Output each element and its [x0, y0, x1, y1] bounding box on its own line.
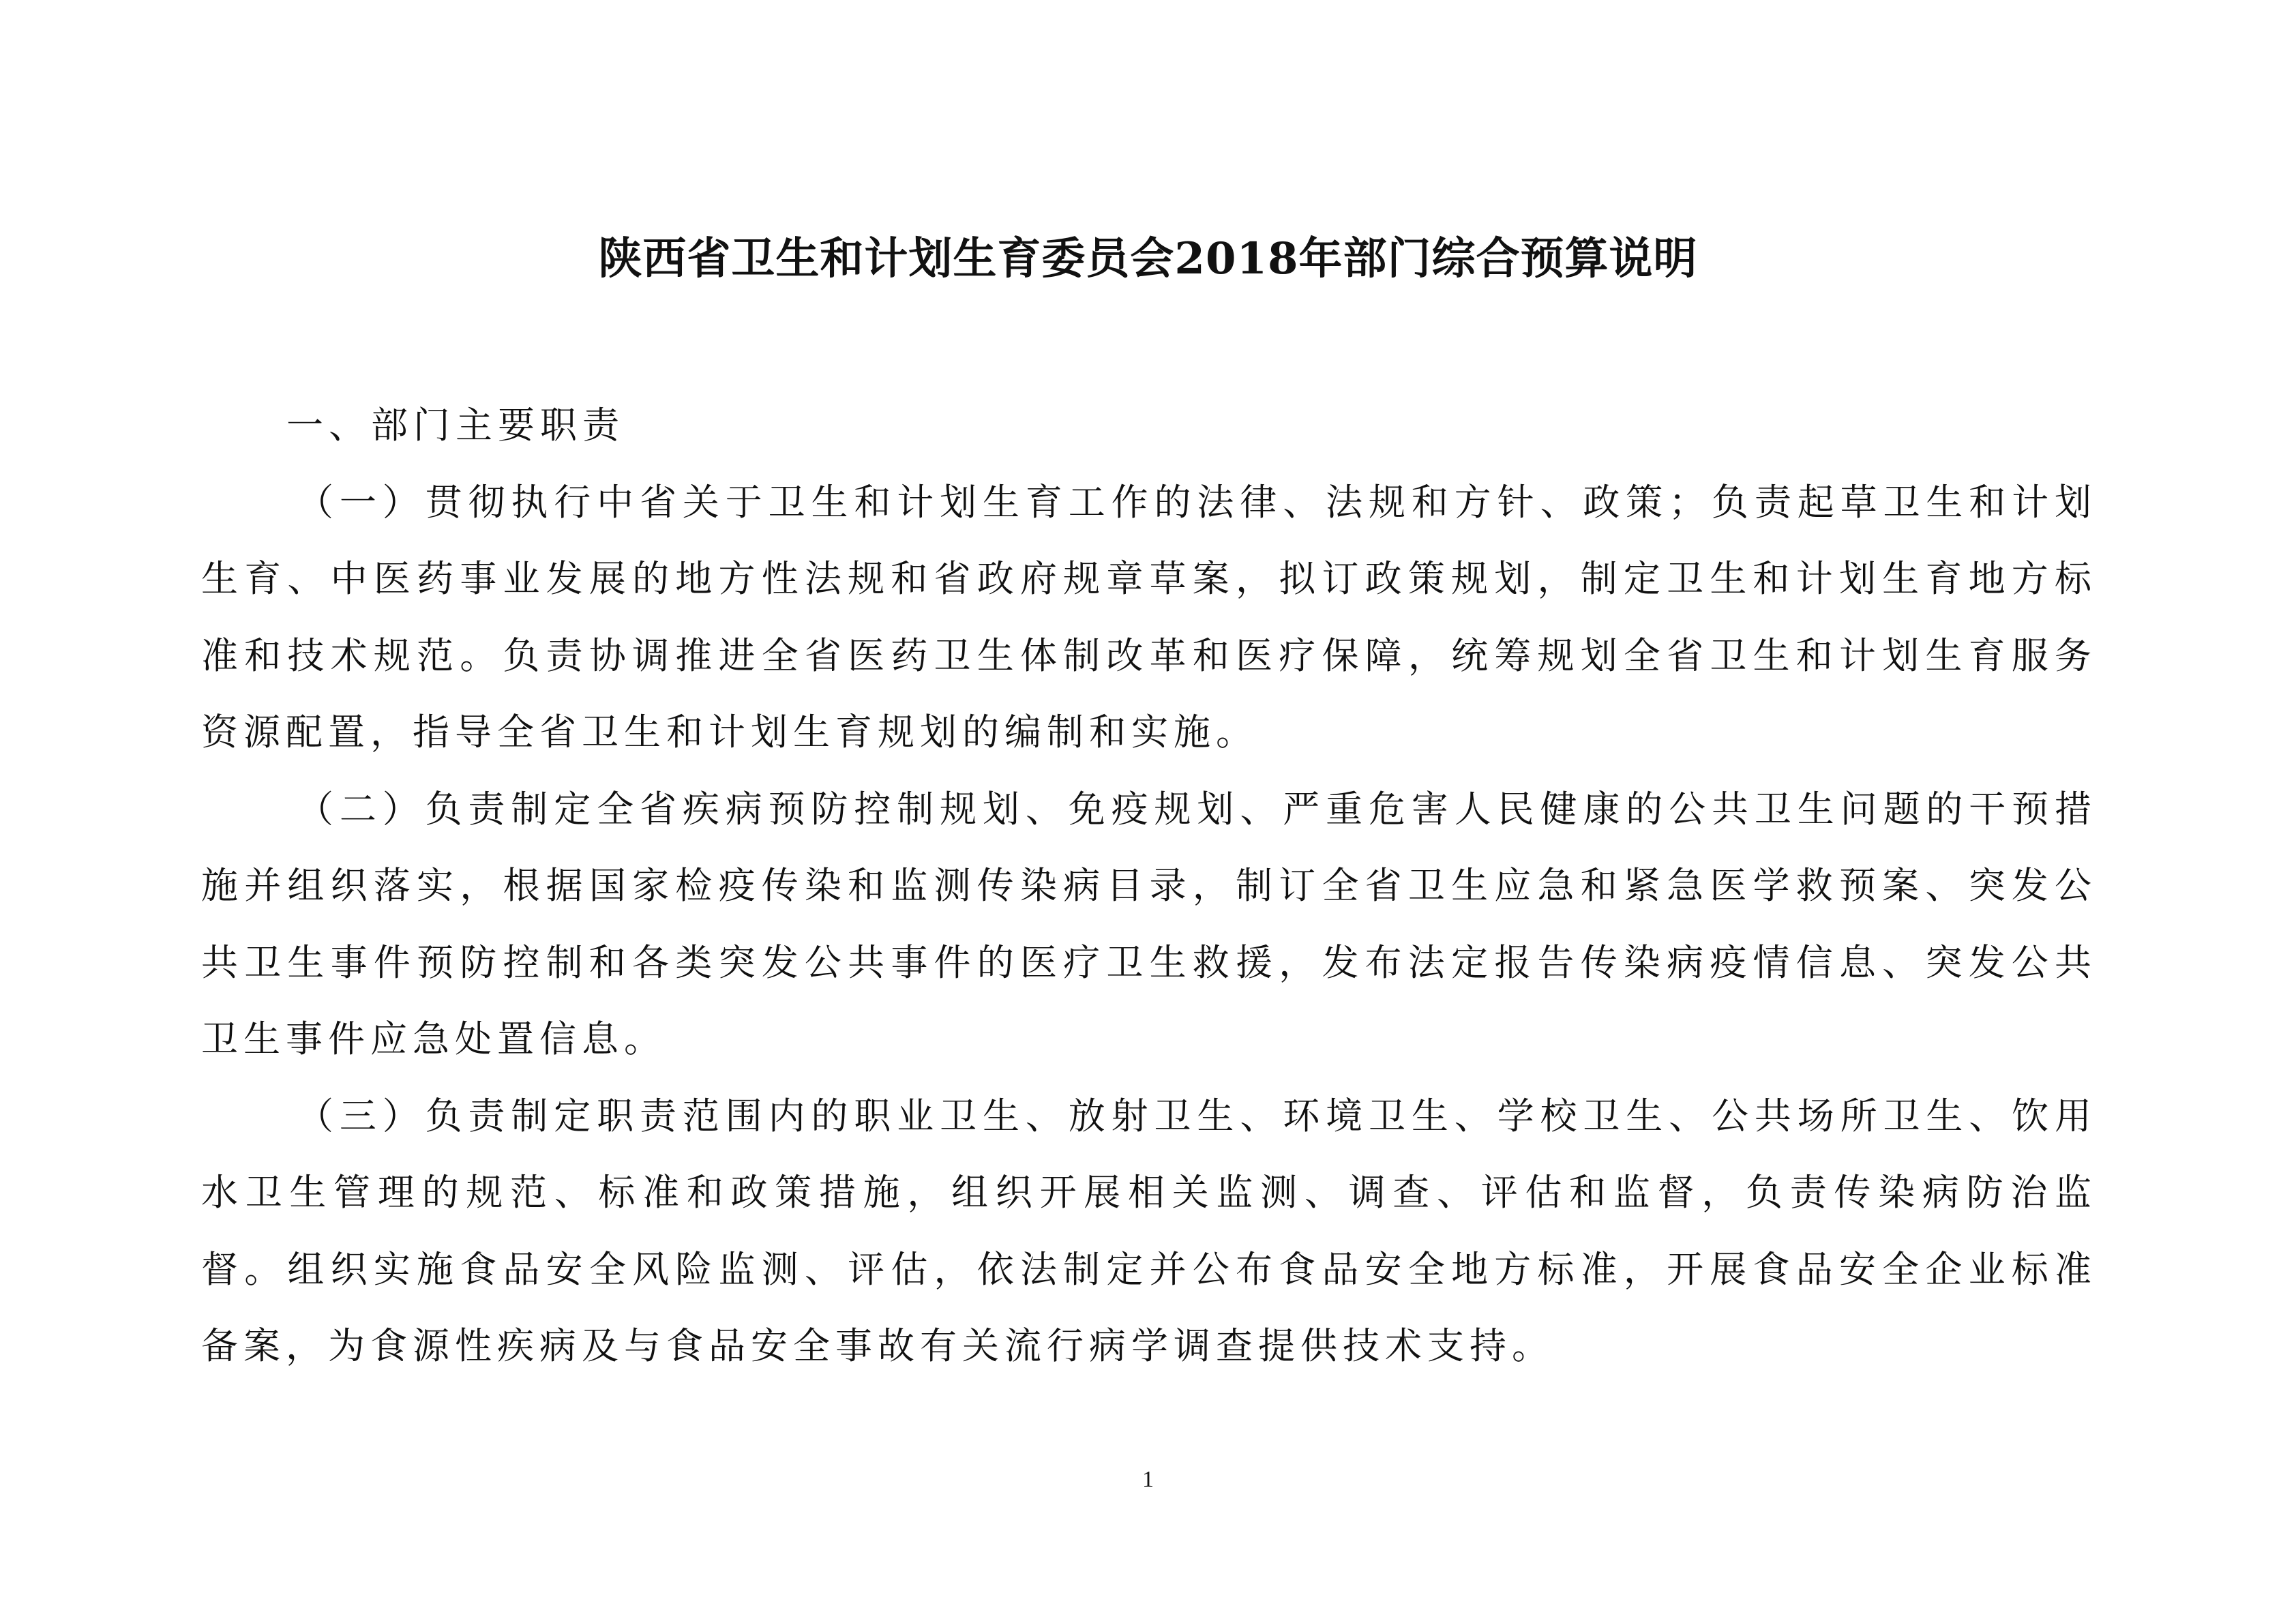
paragraph-3: （三）负责制定职责范围内的职业卫生、放射卫生、环境卫生、学校卫生、公共场所卫生、饮用水卫生管理的规范、标准和政策措施，组织开展相关监测、调查、评估和监督，负责传染病防治监督。组织实施食品安全风险监测、评估，依法制定并公布食品安全地方标准，开展食品安全企业标准备案，为食源性疾病及与食品安全事故有关流行病学调查提供技术支持。 [201, 1094, 2097, 1367]
section-heading: 一、部门主要职责 [286, 404, 625, 447]
paragraph-2: （二）负责制定全省疾病预防控制规划、免疫规划、严重危害人民健康的公共卫生问题的干预措施并组织落实，根据国家检疫传染和监测传染病目录，制订全省卫生应急和紧急医学救预案、突发公共卫生事件预防控制和各类突发公共事件的医疗卫生救援，发布法定报告传染病疫情信息、突发公共卫生事件应急处置信息。 [201, 787, 2097, 1060]
document-body [201, 387, 2097, 1385]
document-title: 陕西省卫生和计划生育委员会2018年部门综合预算说明 [598, 233, 1698, 284]
page-number: 1 [1142, 1467, 1154, 1492]
paragraph-1: （一）贯彻执行中省关于卫生和计划生育工作的法律、法规和方针、政策；负责起草卫生和计划生育、中医药事业发展的地方性法规和省政府规章草案，拟订政策规划，制定卫生和计划生育地方标准和技术规范。负责协调推进全省医药卫生体制改革和医疗保障，统筹规划全省卫生和计划生育服务资源配置，指导全省卫生和计划生育规划的编制和实施。 [201, 480, 2097, 754]
